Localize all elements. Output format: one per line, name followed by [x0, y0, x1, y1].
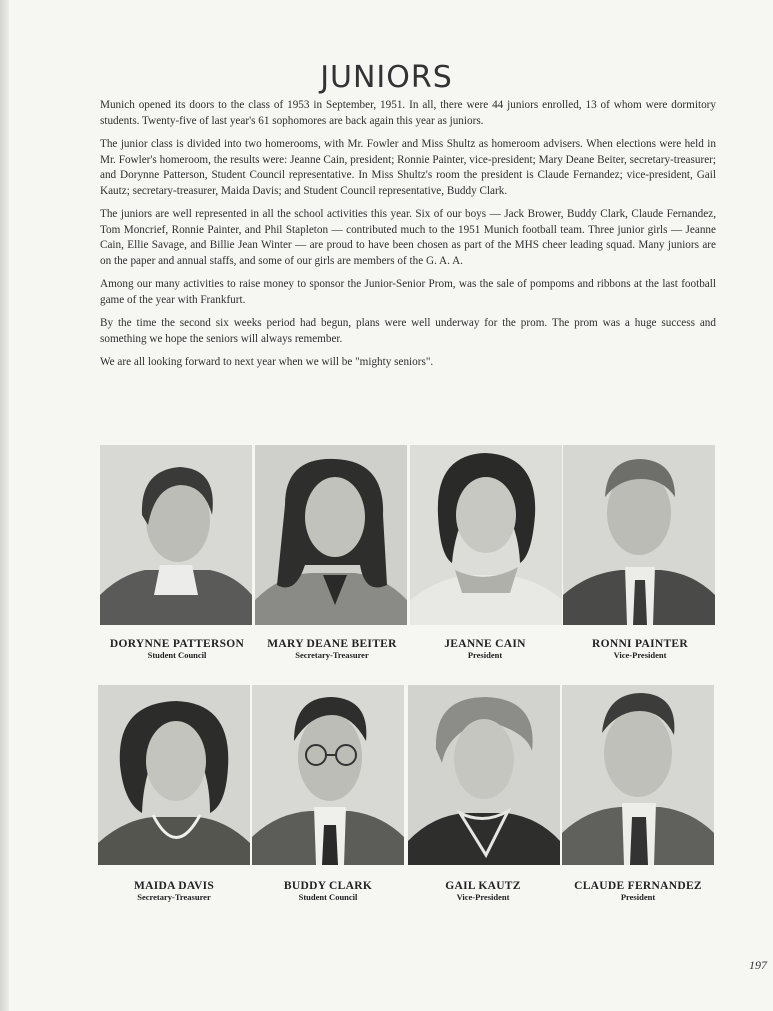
paragraph-fundraising: Among our many activities to raise money to sponsor the Junior-Senior Prom, was the sale of pompoms and ribbons at the last football game of the year with Frankfurt.	[100, 278, 716, 306]
caption-dorynne-patterson	[97, 638, 257, 660]
portrait-photo-mary-deane-beiter	[255, 445, 407, 625]
portrait-name: JEANNE CAIN	[444, 638, 526, 650]
portrait-photo-maida-davis	[98, 685, 250, 865]
portrait-name: DORYNNE PATTERSON	[109, 638, 245, 650]
portrait-photo-buddy-clark	[252, 685, 404, 865]
paragraph-enrollment: Munich opened its doors to the class of 1953 in September, 1951. In all, there were 44 juniors enrolled, 13 of whom were dormitory students. Twenty-five of last year's 61 sophomores are back again this year as juniors.	[100, 99, 716, 127]
page-title: JUNIORS	[320, 60, 453, 96]
portrait-role: Vice-President	[456, 892, 510, 902]
portrait-name: MARY DEANE BEITER	[267, 638, 397, 650]
portrait-name: BUDDY CLARK	[283, 880, 373, 892]
caption-maida-davis	[94, 880, 254, 902]
portrait-photo-ronni-painter	[563, 445, 715, 625]
portrait-role: Secretary-Treasurer	[137, 892, 211, 902]
caption-jeanne-cain	[405, 638, 565, 660]
portrait-role: President	[620, 892, 656, 902]
page-binding-edge	[0, 0, 9, 1011]
caption-mary-deane-beiter	[252, 638, 412, 660]
caption-buddy-clark	[248, 880, 408, 902]
portrait-role: Student Council	[298, 892, 358, 902]
paragraph-activities: The juniors are well represented in all the school activities this year. Six of our boys — Jack Brower, Buddy Clark, Claude Fernandez, Tom Moncrief, Ronnie Painter, and Phil Stapleton — contributed much to the 1951 Munich football team. Three junior girls — Jeanne Cain, Ellie Savage, and Billie Jean Winter — are proud to have been chosen as part of the MHS cheer leading squad. Many juniors are on the paper and annual staffs, and some of our girls are members of the G. A. A.	[100, 208, 716, 267]
portrait-photo-dorynne-patterson	[100, 445, 252, 625]
page-number: 197	[749, 958, 767, 972]
portrait-role: Vice-President	[613, 650, 667, 660]
portrait-role: President	[467, 650, 503, 660]
caption-ronni-painter	[560, 638, 720, 660]
portrait-role: Student Council	[147, 650, 207, 660]
paragraph-prom: By the time the second six weeks period had begun, plans were well underway for the prom. The prom was a huge success and something we hope the seniors will always remember.	[100, 317, 716, 345]
portrait-name: GAIL KAUTZ	[445, 880, 521, 892]
portrait-photo-jeanne-cain	[410, 445, 562, 625]
paragraph-closing: We are all looking forward to next year when we will be "mighty seniors".	[100, 356, 434, 368]
portrait-name: CLAUDE FERNANDEZ	[574, 880, 702, 892]
article-body	[100, 98, 716, 379]
portrait-photo-gail-kautz	[408, 685, 560, 865]
paragraph-elections: The junior class is divided into two homerooms, with Mr. Fowler and Miss Shultz as homeroom advisers. When elections were held in Mr. Fowler's homeroom, the results were: Jeanne Cain, president; Ronnie Painter, vice-president; Mary Deane Beiter, secretary-treasurer; and Dorynne Patterson, Student Council representative. In Miss Shultz's room the president is Claude Fernandez; vice-president, Gail Kautz; secretary-treasurer, Maida Davis; and Student Council representative, Buddy Clark.	[100, 138, 716, 197]
portrait-photo-claude-fernandez	[562, 685, 714, 865]
caption-gail-kautz	[403, 880, 563, 902]
caption-claude-fernandez	[558, 880, 718, 902]
portrait-role: Secretary-Treasurer	[295, 650, 369, 660]
portrait-name: MAIDA DAVIS	[133, 880, 215, 892]
portrait-name: RONNI PAINTER	[591, 638, 688, 650]
